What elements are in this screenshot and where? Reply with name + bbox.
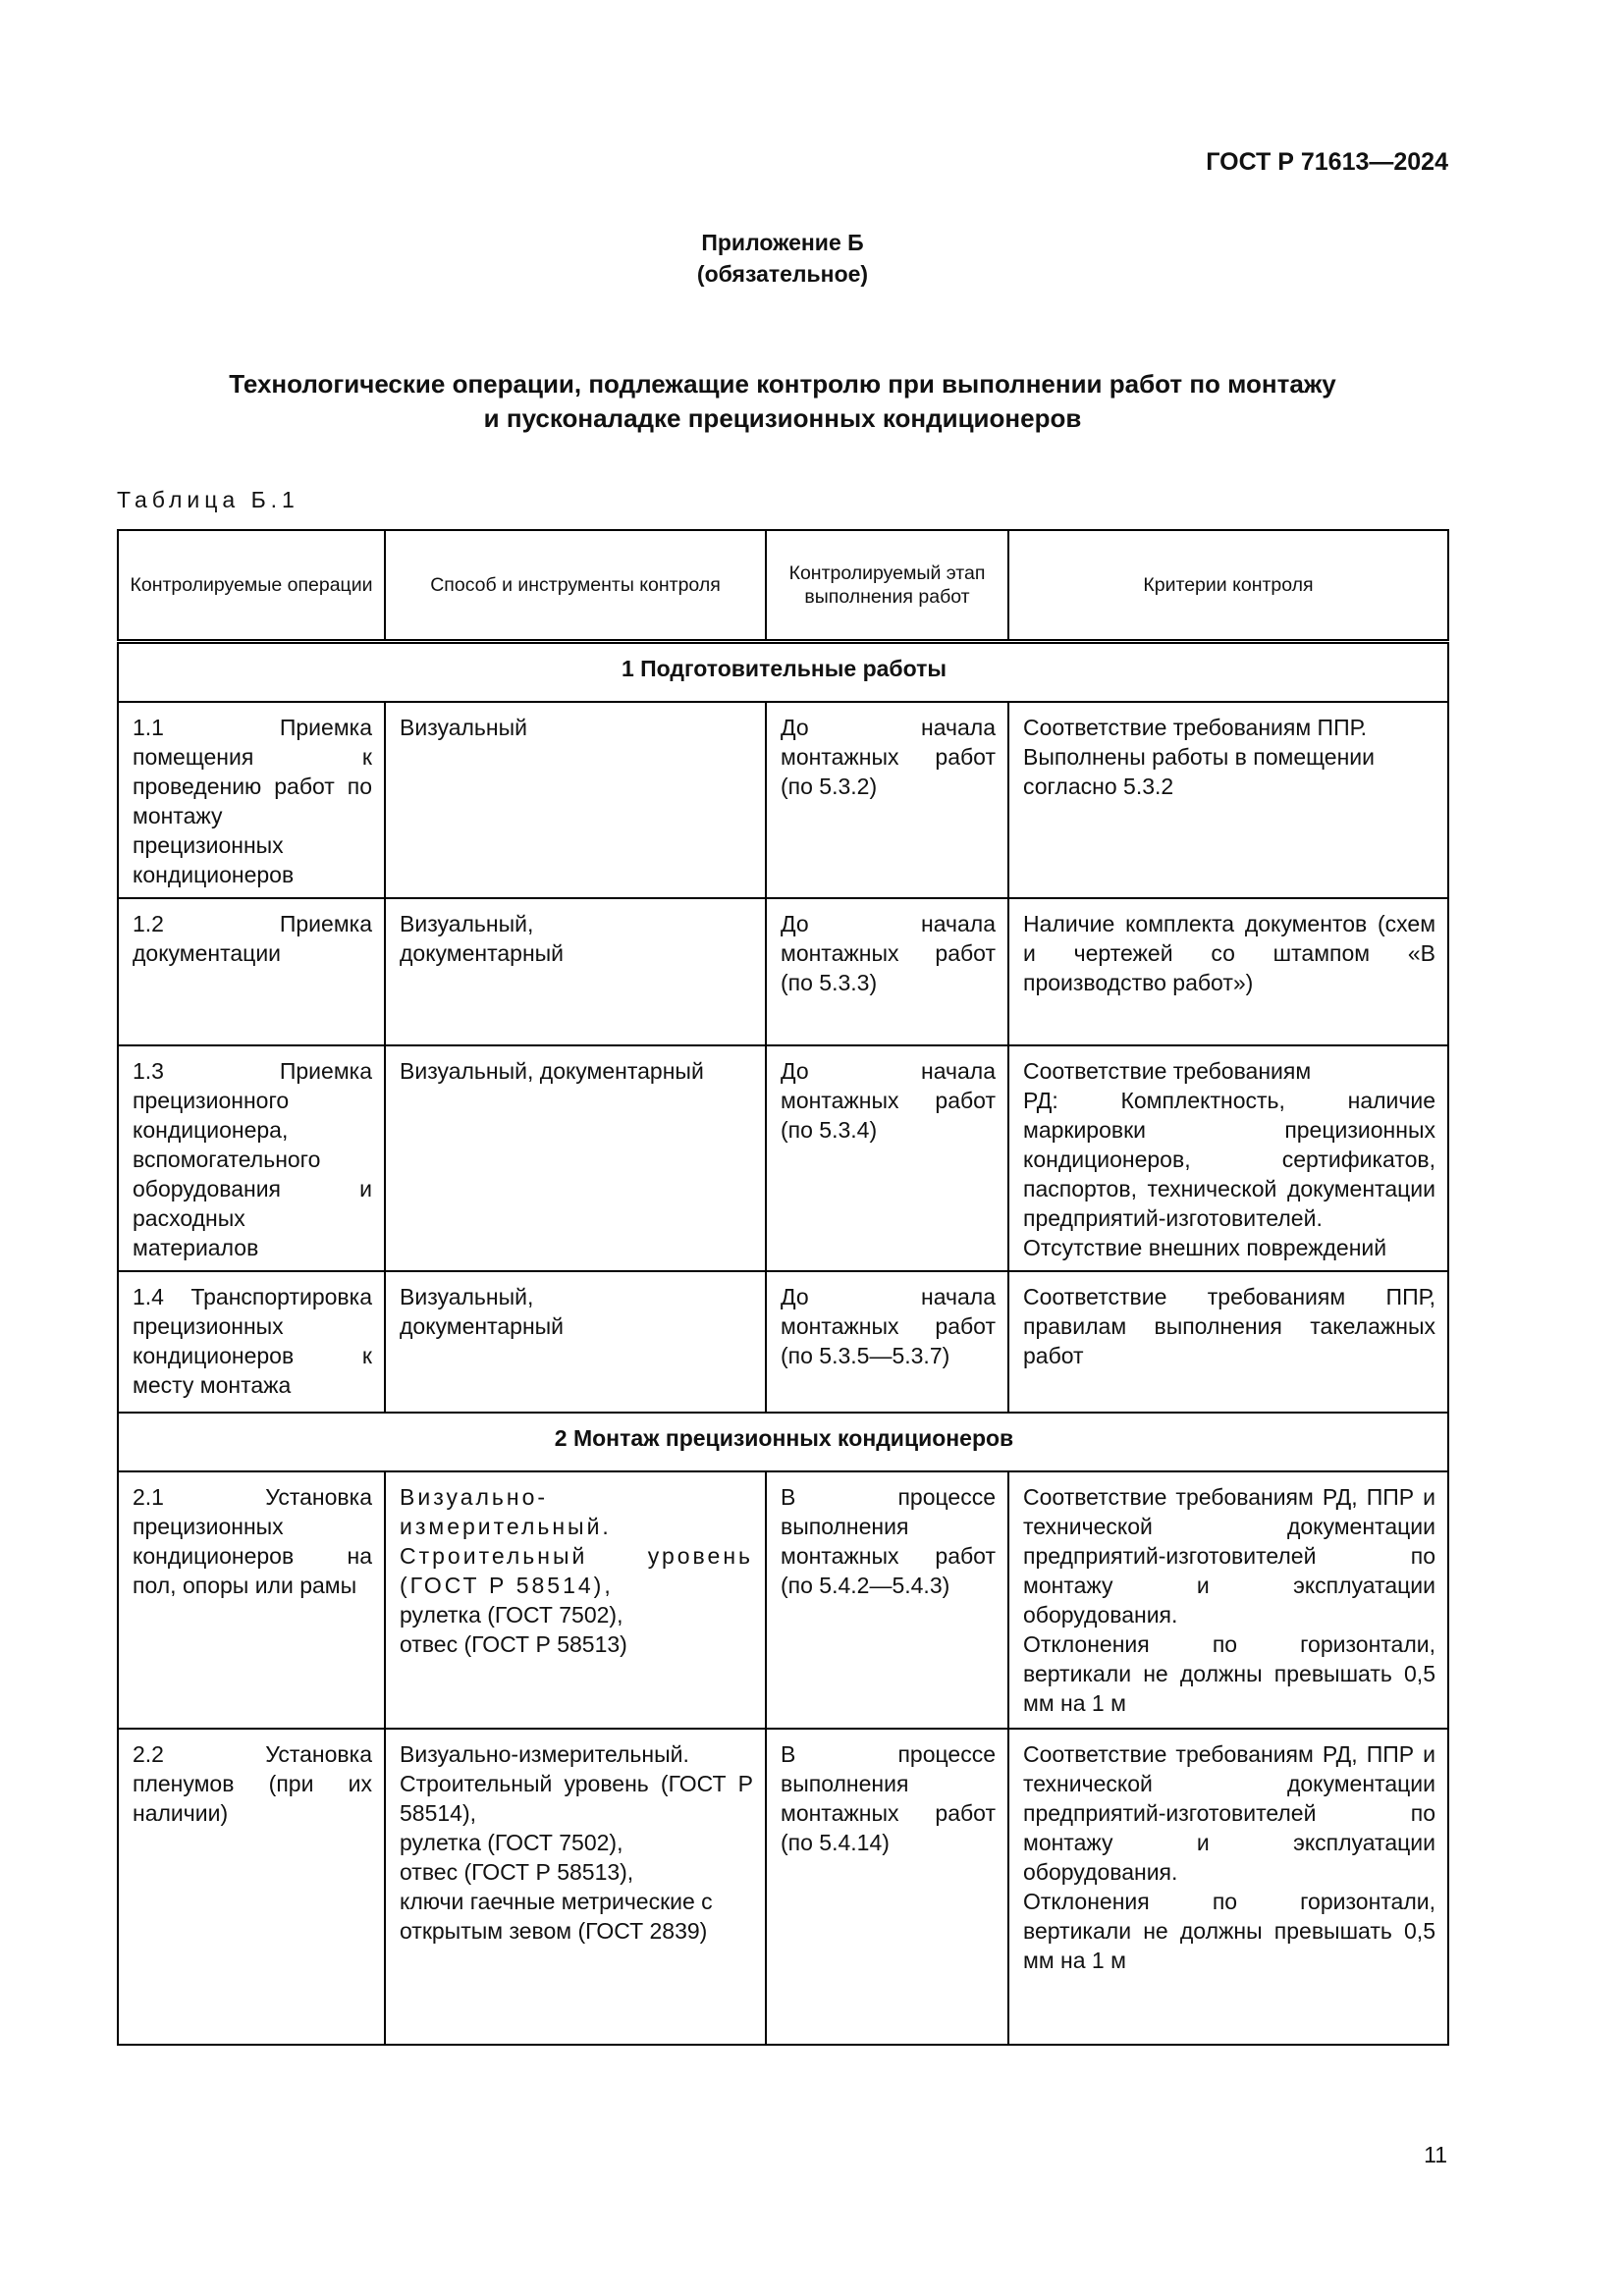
section-row — [118, 1413, 1448, 1471]
cell-criteria: Соответствие требованиям ППР, правилам выполнения такелажных работ — [1008, 1271, 1448, 1413]
header-stage: Контролируемый этап выполнения работ — [766, 530, 1008, 642]
table-row — [118, 1045, 1448, 1271]
criteria-line: РД: Комплектность, наличие маркировки прецизионных кондиционеров, сертификатов, паспортов, технической документации предприятий-изготовителей. — [1023, 1088, 1435, 1231]
criteria-line: Отклонения по горизонтали, вертикали не должны превышать 0,5 мм на 1 м — [1023, 1631, 1435, 1716]
heading-line-2: и пусконаладке прецизионных кондиционеров — [483, 403, 1082, 433]
method-line: Визуально-измерительный. Строительный уровень (ГОСТ Р 58514), — [400, 1484, 753, 1598]
page-number: 11 — [1424, 2142, 1447, 2167]
cell-operation: 2.2 Установка пленумов (при их наличии) — [118, 1729, 385, 2045]
cell-operation: 1.3 Приемка прецизионного кондиционера, вспомогательного оборудования и расходных материалов — [118, 1045, 385, 1271]
header-operations: Контролируемые операции — [118, 530, 385, 642]
document-id: ГОСТ Р 71613—2024 — [1206, 148, 1448, 176]
appendix-status: (обязательное) — [696, 261, 869, 287]
criteria-line: Выполнены работы в помещении согласно 5.3.2 — [1023, 744, 1375, 799]
appendix-title: Приложение Б — [701, 230, 864, 255]
method-line: отвес (ГОСТ Р 58513) — [400, 1631, 627, 1657]
cell-operation: 2.1 Установка прецизионных кондиционеров на пол, опоры или рамы — [118, 1471, 385, 1729]
method-line: Визуально-измерительный. — [400, 1741, 689, 1767]
cell-stage: До начала монтажных работ (по 5.3.5—5.3.7) — [766, 1271, 1008, 1413]
cell-method — [385, 1271, 766, 1413]
table-row — [118, 1471, 1448, 1729]
control-operations-table — [117, 529, 1449, 2046]
method-line: рулетка (ГОСТ 7502), — [400, 1602, 623, 1628]
criteria-line: Соответствие требованиям — [1023, 1058, 1312, 1084]
cell-criteria — [1008, 1729, 1448, 2045]
method-line: документарный — [400, 940, 565, 966]
cell-stage: До начала монтажных работ (по 5.3.3) — [766, 898, 1008, 1045]
cell-method — [385, 898, 766, 1045]
method-line: документарный — [400, 1313, 565, 1339]
cell-operation: 1.1 Приемка помещения к проведению работ по монтажу прецизионных кондиционеров — [118, 702, 385, 898]
method-line: Визуальный, — [400, 911, 534, 936]
criteria-line: Соответствие требованиям РД, ППР и технической документации предприятий-изготовителей по монтажу и эксплуатации оборудования. — [1023, 1484, 1435, 1628]
cell-method: Визуальный — [385, 702, 766, 898]
appendix-title-block — [0, 227, 1565, 290]
criteria-line: Отсутствие внешних повреждений — [1023, 1235, 1387, 1260]
cell-criteria — [1008, 1045, 1448, 1271]
criteria-line: Соответствие требованиям РД, ППР и технической документации предприятий-изготовителей по монтажу и эксплуатации оборудования. — [1023, 1741, 1435, 1885]
header-criteria: Критерии контроля — [1008, 530, 1448, 642]
cell-method: Визуальный, документарный — [385, 1045, 766, 1271]
table-row — [118, 1729, 1448, 2045]
table-label: Таблица Б.1 — [117, 487, 299, 512]
table-header-row — [118, 530, 1448, 642]
cell-operation: 1.4 Транспортировка прецизионных кондиционеров к месту монтажа — [118, 1271, 385, 1413]
table-row — [118, 1271, 1448, 1413]
section-row — [118, 642, 1448, 703]
cell-method — [385, 1471, 766, 1729]
cell-criteria — [1008, 1471, 1448, 1729]
cell-criteria: Наличие комплекта документов (схем и чертежей со штампом «В производство работ») — [1008, 898, 1448, 1045]
method-line: отвес (ГОСТ Р 58513), — [400, 1859, 634, 1885]
criteria-line: Соответствие требованиям ППР. — [1023, 715, 1367, 740]
document-heading — [0, 367, 1565, 436]
method-line: Строительный уровень (ГОСТ Р 58514), — [400, 1771, 753, 1826]
method-line: рулетка (ГОСТ 7502), — [400, 1830, 623, 1855]
criteria-line: Отклонения по горизонтали, вертикали не должны превышать 0,5 мм на 1 м — [1023, 1889, 1435, 1973]
header-method: Способ и инструменты контроля — [385, 530, 766, 642]
cell-stage: В процессе выполнения монтажных работ (по 5.4.2—5.4.3) — [766, 1471, 1008, 1729]
cell-stage: В процессе выполнения монтажных работ (по 5.4.14) — [766, 1729, 1008, 2045]
table-row — [118, 898, 1448, 1045]
cell-stage: До начала монтажных работ (по 5.3.4) — [766, 1045, 1008, 1271]
method-line: ключи гаечные метрические с открытым зевом (ГОСТ 2839) — [400, 1889, 713, 1944]
table-row — [118, 702, 1448, 898]
cell-criteria — [1008, 702, 1448, 898]
section-title: 2 Монтаж прецизионных кондиционеров — [118, 1413, 1448, 1471]
method-line: Визуальный, — [400, 1284, 534, 1309]
cell-operation: 1.2 Приемка документации — [118, 898, 385, 1045]
section-title: 1 Подготовительные работы — [118, 642, 1448, 703]
cell-stage: До начала монтажных работ (по 5.3.2) — [766, 702, 1008, 898]
heading-line-1: Технологические операции, подлежащие контролю при выполнении работ по монтажу — [229, 369, 1336, 399]
cell-method — [385, 1729, 766, 2045]
